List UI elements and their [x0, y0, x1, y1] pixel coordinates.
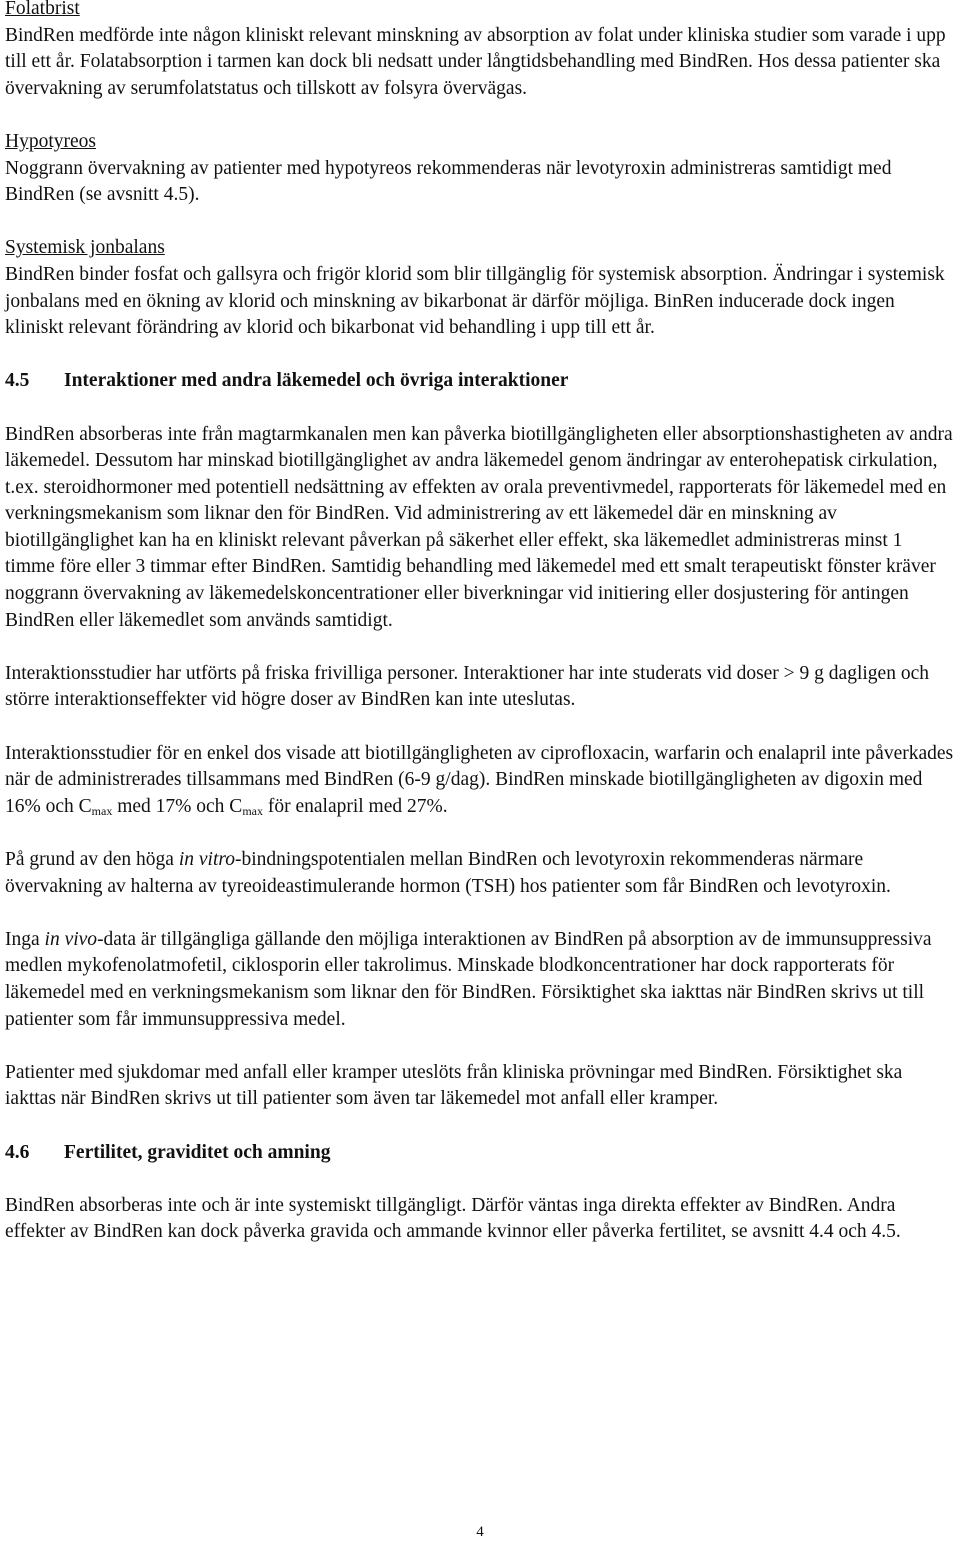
p5-italic-term: in vivo: [44, 928, 98, 950]
jonbalans-text: BindRen binder fosfat och gallsyra och frigör klorid som blir tillgänglig för systemisk absorption. Ändringar i systemisk jonbalans med en ökning av klorid och minskning av bikarbonat är därför möjliga. BinRen inducerade dock ingen kliniskt relevant förändring av klorid och bikarbonat vid behandling i upp till ett år.: [5, 263, 945, 339]
p3-text-c: för enalapril med 27%.: [262, 795, 448, 817]
hypotyreos-heading: Hypotyreos: [5, 130, 96, 152]
page-number: 4: [476, 1524, 484, 1540]
section-4-5-heading: [5, 368, 955, 395]
p5-text-a: Inga: [5, 928, 45, 950]
hypotyreos-text: Noggrann övervakning av patienter med hypotyreos rekommenderas när levotyroxin administreras samtidigt med BindRen (se avsnitt 4.5).: [5, 157, 892, 206]
section-4-5-paragraph-1: BindRen absorberas inte från magtarmkanalen men kan påverka biotillgängligheten eller absorptionshastigheten av andra läkemedel. Dessutom har minskad biotillgänglighet av andra läkemedel genom ändringar av enterohepatisk cirkulation, t.ex. steroidhormoner med potentiell nedsättning av effekten av orala preventivmedel, rapporterats för läkemedel med en verkningsmekanism som liknar den för BindRen. Vid administrering av ett läkemedel där en minskning av biotillgänglighet kan ha en kliniskt relevant påverkan på säkerhet eller effekt, ska läkemedlet administreras minst 1 timme före eller 3 timmar efter BindRen. Samtidig behandling med läkemedel med ett smalt terapeutiskt fönster kräver noggrann övervakning av läkemedelskoncentrationer eller biverkningar vid initiering eller dosjustering för antingen BindRen eller läkemedlet som används samtidigt.: [5, 423, 953, 631]
p4-text-b: -bindningspotentialen mellan BindRen och levotyroxin rekommenderas närmare övervakning av halterna av tyreoideastimulerande hormon (TSH) hos patienter som får BindRen och levotyroxin.: [5, 849, 891, 897]
section-4-5-paragraph-6: Patienter med sjukdomar med anfall eller kramper uteslöts från kliniska prövningar med BindRen. Försiktighet ska iakttas när BindRen skrivs ut till patienter som även tar läkemedel mot anfall eller kramper.: [5, 1061, 903, 1110]
folatbrist-heading: Folatbrist: [5, 0, 80, 19]
cmax-subscript-1: max: [91, 803, 113, 818]
section-4-5-paragraph-3: [5, 741, 955, 821]
section-4-5-paragraph-2: Interaktionsstudier har utförts på friska frivilliga personer. Interaktioner har inte studerats vid doser > 9 g dagligen och större interaktionseffekter vid högre doser av BindRen kan inte uteslutas.: [5, 662, 929, 711]
document-page: [5, 0, 955, 1246]
jonbalans-heading: Systemisk jonbalans: [5, 237, 165, 259]
section-4-5-paragraph-5: [5, 927, 955, 1033]
p4-italic-term: in vitro: [178, 849, 235, 870]
section-4-5-title: Interaktioner med andra läkemedel och övriga interaktioner: [64, 370, 569, 392]
section-4-6-number: 4.6: [5, 1141, 30, 1163]
section-4-5-paragraph-4: [5, 847, 955, 900]
section-4-6-heading: [5, 1140, 955, 1167]
p4-text-a: På grund av den höga: [5, 849, 179, 870]
section-4-6-paragraph-1: BindRen absorberas inte och är inte systemiskt tillgängligt. Därför väntas inga direkta effekter av BindRen. Andra effekter av BindRen kan dock påverka gravida och ammande kvinnor eller påverka fertilitet, se avsnitt 4.4 och 4.5.: [5, 1194, 901, 1243]
cmax-subscript-2: max: [242, 803, 263, 818]
section-4-6-title: Fertilitet, graviditet och amning: [64, 1141, 331, 1163]
p5-text-b: -data är tillgängliga gällande den möjliga interaktionen av BindRen på absorption av de immunsuppressiva medlen mykofenolatmofetil, ciklosporin eller takrolimus. Minskade blodkoncentrationer har dock rapporterats för läkemedel med en verkningsmekanism som liknar den för BindRen. Försiktighet ska iakttas när BindRen skrivs ut till patienter som får immunsuppressiva medel.: [5, 928, 932, 1030]
folatbrist-text: BindRen medförde inte någon kliniskt relevant minskning av absorption av folat under kliniska studier som varade i upp till ett år. Folatabsorption i tarmen kan dock bli nedsatt under långtidsbehandling med BindRen. Hos dessa patienter ska övervakning av serumfolatstatus och tillskott av folsyra övervägas.: [5, 24, 946, 99]
p3-text-b: med 17% och C: [112, 795, 243, 817]
p3-text-a: Interaktionsstudier för en enkel dos visade att biotillgängligheten av ciprofloxacin, warfarin och enalapril inte påverkades när de administrerades tillsammans med BindRen (6-9 g/dag). BindRen minskade biotillgängligheten av digoxin med 16% och C: [5, 742, 954, 817]
section-4-5-number: 4.5: [5, 370, 30, 392]
